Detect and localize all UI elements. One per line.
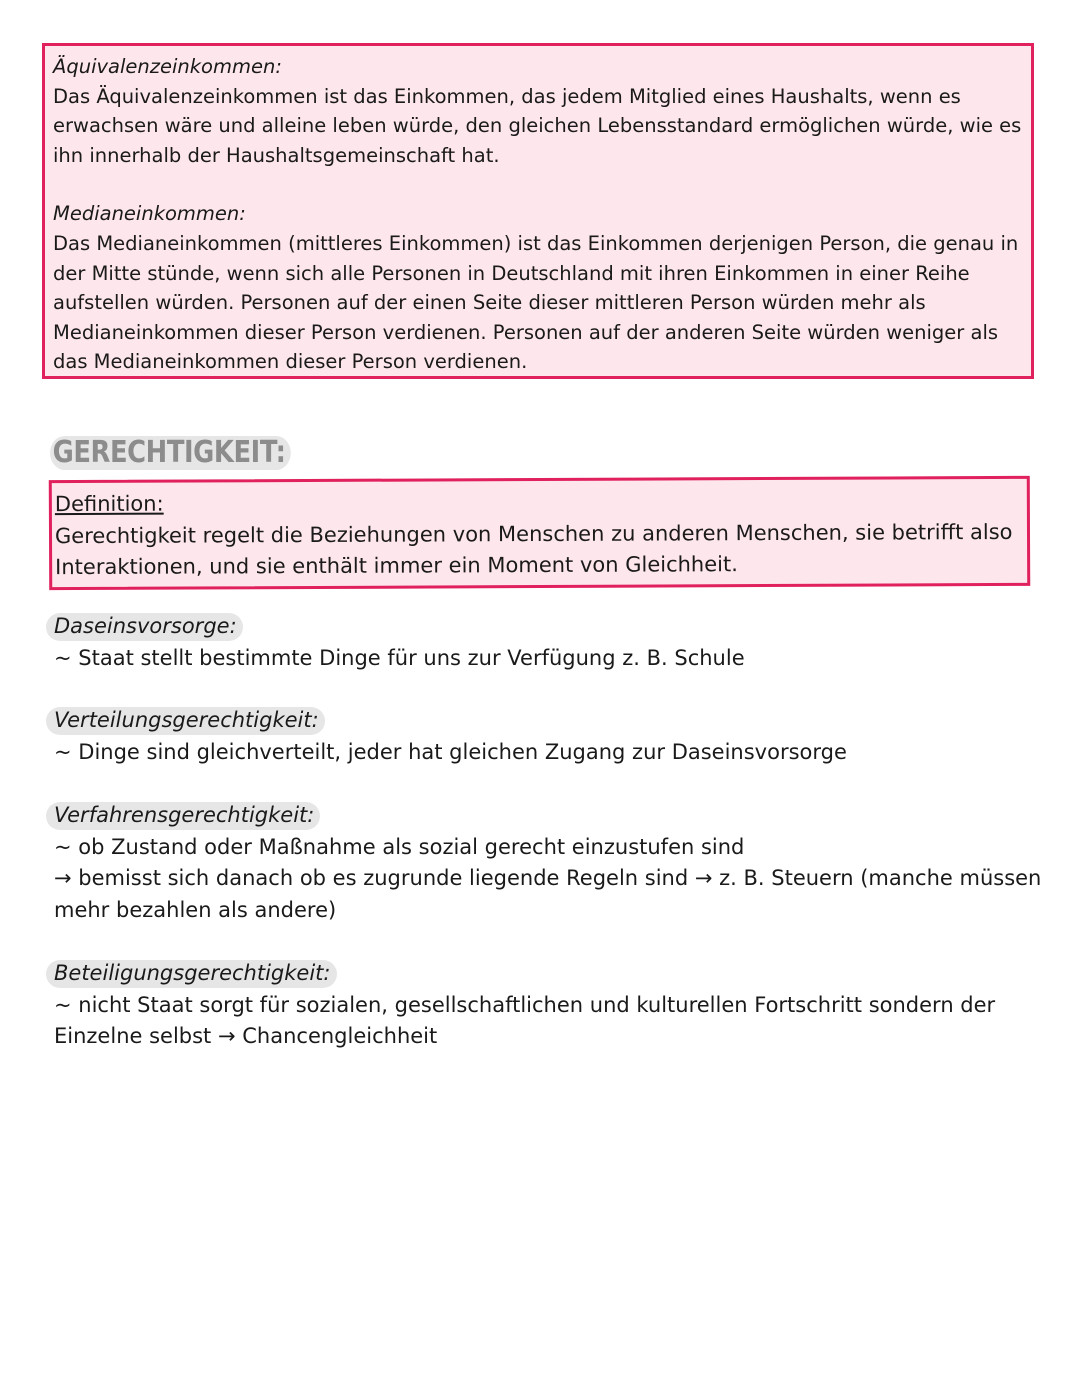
definition-title: Definition: [54,491,164,517]
term-verteilungsgerechtigkeit: Verteilungsgerechtigkeit: [54,705,319,737]
section-heading: GERECHTIGKEIT: [50,436,291,470]
section-beteiligungsgerechtigkeit [54,958,1064,1053]
aequivalenz-line: ihn innerhalb der Haushaltsgemeinschaft hat. [53,143,500,167]
section-line: mehr bezahlen als andere) [54,897,337,922]
median-line: der Mitte stünde, wenn sich alle Personen in Deutschland mit ihren Einkommen in einer Reihe [53,261,970,285]
aequivalenz-line: erwachsen wäre und alleine leben würde, den gleichen Lebensstandard ermöglichen würde, wie es [53,114,1022,138]
section-line: → bemisst sich danach ob es zugrunde liegende Regeln sind → z. B. Steuern (manche müssen [54,866,1042,890]
paragraph-gap [53,170,1033,199]
term-daseinsvorsorge: Daseinsvorsorge: [54,611,237,643]
aequivalenz-title: Äquivalenzeinkommen: [53,55,282,78]
median-line: Medianeinkommen dieser Person verdienen. Personen auf der anderen Seite würden weniger als [53,320,999,344]
definition-line: Gerechtigkeit regelt die Beziehungen von Menschen zu anderen Menschen, sie betrifft also [54,519,1013,548]
section-line: ~ nicht Staat sorgt für sozialen, gesellschaftlichen und kulturellen Fortschritt sondern der [54,992,996,1017]
income-definitions-content [53,52,1033,377]
term-beteiligungsgerechtigkeit: Beteiligungsgerechtigkeit: [54,958,331,990]
section-daseinsvorsorge [54,611,1064,674]
aequivalenz-line: Das Äquivalenzeinkommen ist das Einkommen, das jedem Mitglied eines Haushalts, wenn es [53,84,961,108]
section-verteilungsgerechtigkeit [54,705,1064,768]
definition-line: Interaktionen, und sie enthält immer ein Moment von Gleichheit. [55,552,738,580]
median-title: Medianeinkommen: [53,202,246,226]
definition-box [49,476,1030,590]
income-definitions-box [42,43,1034,379]
section-line: ~ Dinge sind gleichverteilt, jeder hat gleichen Zugang zur Daseinsvorsorge [54,739,847,764]
definition-content [55,485,1013,584]
median-line: aufstellen würden. Personen auf der einen Seite dieser mittleren Person würden mehr als [53,291,926,315]
median-line: das Medianeinkommen dieser Person verdienen. [53,350,528,374]
section-line: Einzelne selbst → Chancengleichheit [54,1024,438,1048]
median-line: Das Medianeinkommen (mittleres Einkommen) ist das Einkommen derjenigen Person, die genau in [53,231,1019,255]
term-verfahrensgerechtigkeit: Verfahrensgerechtigkeit: [54,800,314,832]
section-line: ~ Staat stellt bestimmte Dinge für uns zur Verfügung z. B. Schule [54,645,745,670]
section-line: ~ ob Zustand oder Maßnahme als sozial gerecht einzustufen sind [54,834,745,859]
section-verfahrensgerechtigkeit [54,800,1064,926]
